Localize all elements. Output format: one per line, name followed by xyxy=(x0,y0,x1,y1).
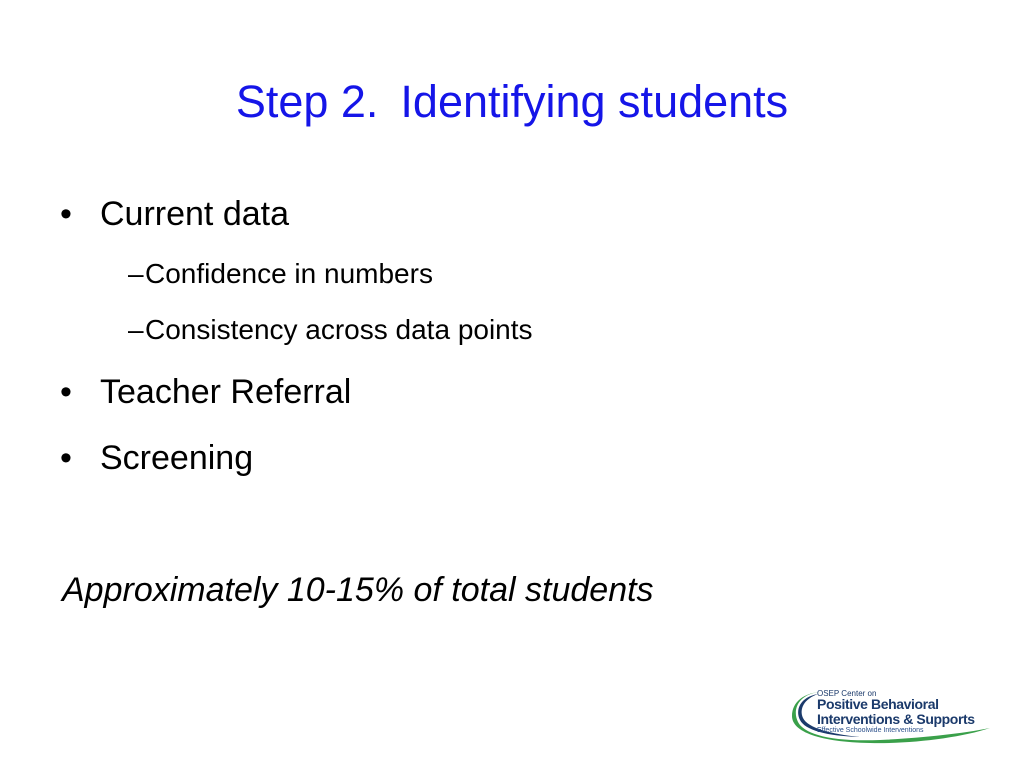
bullet-marker: • xyxy=(60,439,72,477)
logo-line-1: OSEP Center on xyxy=(817,689,877,698)
logo-line-3: Interventions & Supports xyxy=(817,711,975,727)
title-heading: Identifying students xyxy=(400,76,789,127)
logo-line-4: Effective Schoolwide Interventions xyxy=(817,727,924,734)
sub-bullet-text: Consistency across data points xyxy=(145,314,533,345)
sub-bullet-marker: – xyxy=(128,314,144,345)
logo-line-2: Positive Behavioral xyxy=(817,696,939,712)
bullet-item xyxy=(60,432,980,484)
sub-bullet-marker: – xyxy=(128,258,144,289)
pbis-logo xyxy=(790,688,995,744)
bullet-marker: • xyxy=(60,373,72,411)
sub-bullet-item xyxy=(60,308,980,352)
bullet-text: Current data xyxy=(100,195,289,233)
slide-title xyxy=(0,70,1024,134)
summary-statement: Approximately 10-15% of total students xyxy=(62,571,654,609)
sub-bullet-item xyxy=(60,252,980,296)
bullet-marker: • xyxy=(60,195,72,233)
bullet-list xyxy=(60,188,980,484)
bullet-text: Teacher Referral xyxy=(100,373,352,411)
bullet-item xyxy=(60,366,980,418)
bullet-item xyxy=(60,188,980,240)
bullet-text: Screening xyxy=(100,439,254,477)
title-step: Step 2. xyxy=(235,76,379,127)
sub-bullet-text: Confidence in numbers xyxy=(145,258,433,289)
